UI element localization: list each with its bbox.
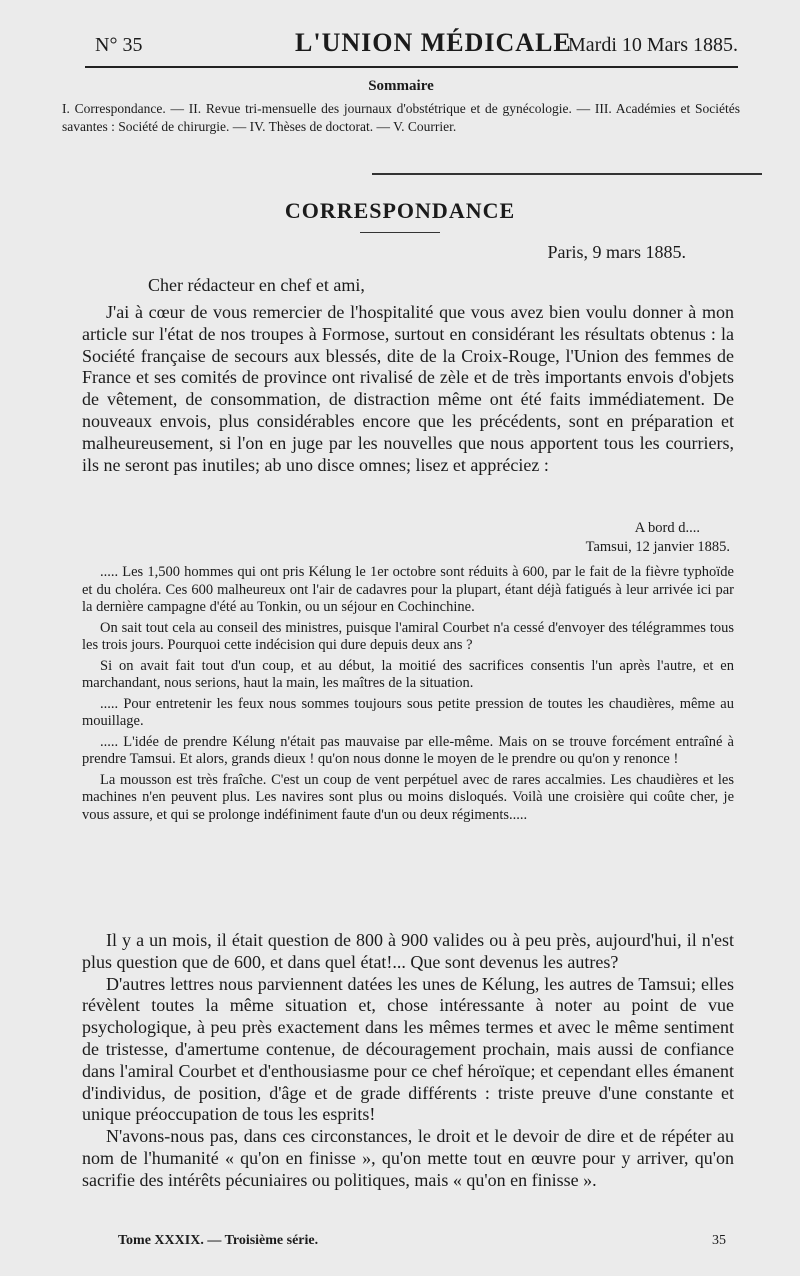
letter-origin: A bord d....	[634, 520, 700, 536]
dateline: Paris, 9 mars 1885.	[547, 242, 686, 262]
letter-heading	[586, 519, 730, 557]
quote-paragraph: Si on avait fait tout d'un coup, et au début, la moitié des sacrifices consentis l'un après l'autre, et en marchandant, nous serions, haut la main, les maîtres de la situation.	[82, 657, 734, 691]
quote-paragraph: ..... Pour entretenir les feux nous sommes toujours sous petite pression de toutes les chaudières, même au mouillage.	[82, 695, 734, 729]
body-paragraph: Il y a un mois, il était question de 800 à 900 valides ou à peu près, aujourd'hui, il n'est plus question que de 600, et dans quel état!... Que sont devenus les autres?	[82, 930, 734, 972]
quote-paragraph: ..... L'idée de prendre Kélung n'était pas mauvaise par elle-même. Mais on se trouve forcément entraîné à prendre Tamsui. Et alors, grands dieux ! qu'on nous donne le moyen de le prendre ou qu'on y renonce !	[82, 733, 734, 767]
letter-date: Tamsui, 12 janvier 1885.	[585, 539, 730, 555]
quote-paragraph: La mousson est très fraîche. C'est un coup de vent perpétuel avec de rares accalmies. Les chaudières et les machines n'en peuvent plus. Les navires sont plus ou moins disloqués. Voilà une croisière qui coûte cher, je vous assure, et qui se prolonge indéfiniment faute d'un ou deux régiments.....	[82, 771, 734, 823]
summary-text: I. Correspondance. — II. Revue tri-mensuelle des journaux d'obstétrique et de gynécologie. — III. Académies et Sociétés savantes : Société de chirurgie. — IV. Thèses de doctorat. — V. Courrier.	[62, 101, 740, 134]
volume-footer: Tome XXXIX. — Troisième série.	[118, 1233, 319, 1248]
summary-block	[62, 78, 740, 136]
quoted-letter	[82, 564, 734, 827]
header-rule	[85, 66, 738, 68]
quote-paragraph: On sait tout cela au conseil des ministres, puisque l'amiral Courbet n'a cessé d'envoyer des télégrammes tous les trois jours. Pourquoi cette indécision qui dure depuis deux ans ?	[82, 619, 734, 653]
quote-paragraph: ..... Les 1,500 hommes qui ont pris Kélung le 1er octobre sont réduits à 600, par le fait de la fièvre typhoïde et du choléra. Ces 600 malheureux ont l'air de cadavres pour la plupart, étant déjà fatigués à leur arrivée ici par la dernière campagne d'été au Tonkin, ou un séjour en Cochinchine.	[82, 564, 734, 615]
page-number: 35	[712, 1233, 726, 1248]
issue-number: N° 35	[95, 34, 143, 56]
section-rule	[360, 232, 440, 233]
section-title: CORRESPONDANCE	[284, 198, 516, 223]
intro-text: J'ai à cœur de vous remercier de l'hospitalité que vous avez bien voulu donner à mon article sur l'état de nos troupes à Formose, surtout en considérant les résultats obtenus : la Société française de secours aux blessés, dite de la Croix-Rouge, l'Union des femmes de France et ses comités de province ont rivalisé de zèle et de très importants envois d'objets de vêtement, de consommation, de distraction même ont été faits immédiatement. De nouveaux envois, plus considérables encore que les précédents, sont en préparation et malheureusement, si l'on en juge par les nouvelles que nous apportent tous les courriers, ils ne seront pas inutiles; ab uno disce omnes; lisez et appréciez :	[82, 302, 734, 475]
intro-paragraph	[82, 302, 734, 476]
page-header	[95, 28, 738, 62]
body-paragraph: D'autres lettres nous parviennent datées les unes de Kélung, les autres de Tamsui; elles révèlent toutes la même situation et, chose intéressante à noter au point de vue psychologique, à peu près exactement dans les mêmes termes et avec le même sentiment de tristesse, d'amertume contenue, de découragement prochain, mais aussi de confiance dans l'amiral Courbet et d'enthousiasme pour ce chef héroïque; et cependant elles émanent d'individus, de position, d'âge et de grade différents : triste preuve d'une constante et unique préoccupation de tous les esprits!	[82, 973, 734, 1125]
summary-title: Sommaire	[368, 78, 434, 94]
journal-title: L'UNION MÉDICALE	[295, 28, 572, 57]
salutation: Cher rédacteur en chef et ami,	[148, 275, 365, 295]
closing-paragraphs	[82, 930, 734, 1192]
issue-date: Mardi 10 Mars 1885.	[568, 34, 738, 56]
summary-rule	[372, 173, 762, 175]
body-paragraph: N'avons-nous pas, dans ces circonstances, le droit et le devoir de dire et de répéter au nom de l'humanité « qu'on en finisse », qu'on mette tout en œuvre pour y arriver, qu'on sacrifie des intérêts pécuniaires ou politiques, mais « qu'on en finisse ».	[82, 1126, 734, 1190]
